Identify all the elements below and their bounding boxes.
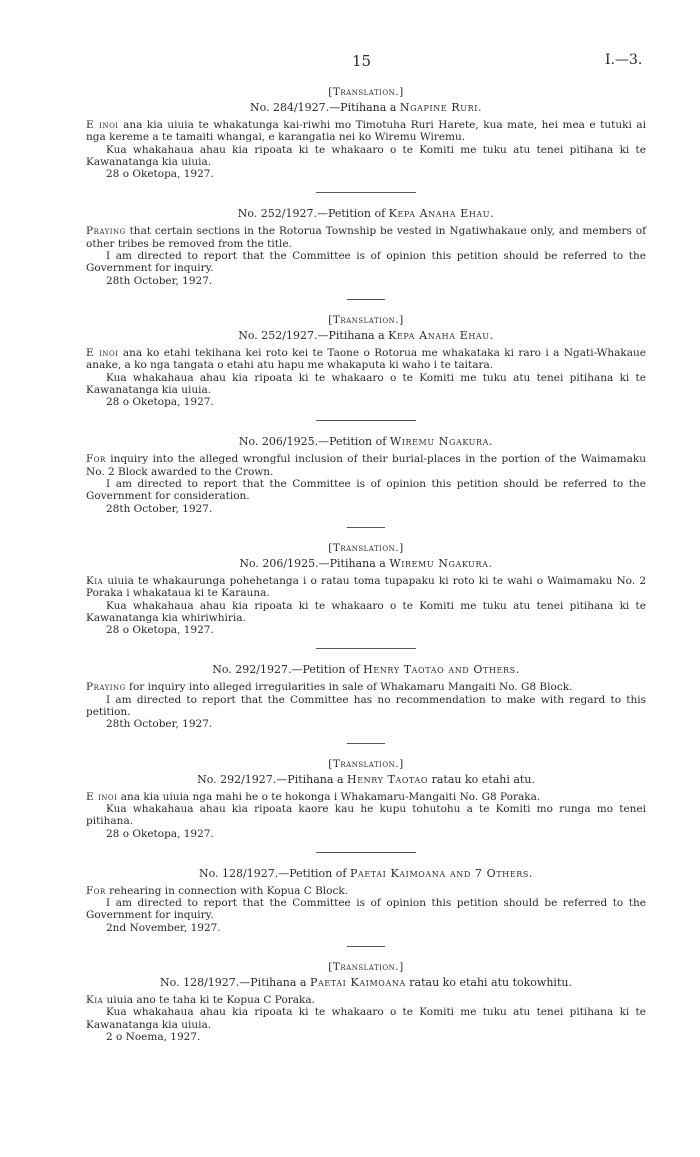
petition-entry bbox=[86, 435, 646, 514]
petition-heading: No. 128/1927.—Pitihana a Paetai Kaimoana ratau ko etahi atu tokowhitu. bbox=[160, 975, 572, 989]
petition-entry bbox=[86, 867, 646, 934]
section-divider bbox=[347, 299, 385, 300]
translation-label: [Translation.] bbox=[328, 541, 404, 554]
petitions-body bbox=[86, 86, 646, 1043]
committee-report: Kua whakahaua ahau kia ripoata ki te whakaaro o te Komiti me tuku atu tenei pitihana ki te Kawanatanga kia uiuia. bbox=[86, 143, 646, 168]
petition-heading: No. 252/1927.—Pitihana a Kepa Anaha Ehau. bbox=[238, 328, 494, 342]
page-number: 15 bbox=[352, 52, 372, 70]
petitioner-name: Kepa Anaha Ehau. bbox=[388, 207, 495, 221]
report-date: 2 o Noema, 1927. bbox=[106, 1030, 201, 1043]
translation-label: [Translation.] bbox=[328, 86, 404, 98]
petition-prayer: Praying for inquiry into alleged irregularities in sale of Whakamaru Mangaiti No. G8 Block. bbox=[86, 681, 573, 694]
petition-entry bbox=[86, 542, 646, 636]
translation-label: [Translation.] bbox=[328, 313, 404, 326]
petition-entry bbox=[86, 961, 646, 1043]
petition-heading: No. 284/1927.—Pitihana a Ngapine Ruri. bbox=[249, 101, 483, 114]
section-divider bbox=[347, 743, 385, 744]
petition-heading: No. 206/1925.—Pitihana a Wiremu Ngakura. bbox=[239, 556, 493, 570]
petitioner-name: Henry Taotao and Others. bbox=[363, 663, 520, 677]
petition-entry bbox=[86, 758, 646, 840]
petitioner-name: Ngapine Ruri. bbox=[399, 101, 483, 114]
report-date: 28th October, 1927. bbox=[106, 274, 213, 287]
committee-report: Kua whakahaua ahau kia ripoata ki te whakaaro o te Komiti me tuku atu tenei pitihana ki te Kawanatanga kia whiriwhiria. bbox=[86, 599, 646, 624]
report-date: 2nd November, 1927. bbox=[106, 921, 221, 934]
section-divider bbox=[316, 852, 416, 853]
petitioner-name: Wiremu Ngakura. bbox=[389, 435, 494, 449]
petition-entry bbox=[86, 663, 646, 730]
committee-report: Kua whakahaua ahau kia ripoata ki te whakaaro o te Komiti me tuku atu tenei pitihana ki te Kawanatanga kia uiuia. bbox=[86, 371, 646, 396]
committee-report: I am directed to report that the Committee has no recommendation to make with regard to this petition. bbox=[86, 693, 646, 719]
petition-heading: No. 128/1927.—Petition of Paetai Kaimoana and 7 Others. bbox=[199, 866, 533, 880]
petitioner-name: Kepa Anaha Ehau. bbox=[388, 328, 494, 342]
petitioner-name: Paetai Kaimoana and 7 Others. bbox=[349, 866, 533, 880]
petition-prayer: E inoi ana kia uiuia te whakatunga kai-riwhi mo Timotuha Ruri Harete, kua mate, hei mea e tutuki ai nga kereme a te tamaiti whangai, e karangatia nei ko Wiremu Wiremu. bbox=[86, 119, 646, 144]
report-date: 28th October, 1927. bbox=[106, 718, 213, 731]
report-date: 28 o Oketopa, 1927. bbox=[106, 168, 214, 181]
committee-report: Kua whakahaua ahau kia ripoata ki te whakaaro o te Komiti me tuku atu tenei pitihana ki te Kawanatanga kia uiuia. bbox=[86, 1006, 646, 1031]
section-divider bbox=[347, 527, 385, 528]
section-divider bbox=[316, 192, 416, 193]
petition-heading: No. 292/1927.—Petition of Henry Taotao and Others. bbox=[212, 663, 520, 677]
petition-entry bbox=[86, 314, 646, 408]
section-divider bbox=[347, 946, 385, 947]
petition-prayer: Praying that certain sections in the Rotorua Township be vested in Ngatiwhakaue only, and members of other tribes be removed from the title. bbox=[86, 225, 646, 250]
report-date: 28 o Oketopa, 1927. bbox=[106, 396, 214, 409]
petitioner-name: Henry Taotao bbox=[347, 772, 429, 786]
petition-entry bbox=[86, 86, 646, 180]
petition-prayer: E inoi ana kia uiuia nga mahi he o te hokonga i Whakamaru-Mangaiti No. G8 Poraka. bbox=[86, 790, 541, 803]
petition-heading: No. 292/1927.—Pitihana a Henry Taotao ratau ko etahi atu. bbox=[197, 772, 535, 786]
page-header bbox=[0, 52, 700, 72]
petition-prayer: For inquiry into the alleged wrongful inclusion of their burial-places in the portion of the Waimamaku No. 2 Block awarded to the Crown. bbox=[86, 453, 646, 478]
petitioner-name: Wiremu Ngakura. bbox=[389, 556, 493, 570]
report-date: 28th October, 1927. bbox=[106, 502, 213, 515]
petition-prayer: Kia uiuia te whakaurunga pohehetanga i o ratau toma tupapaku ki roto ki te wahi o Waimamaku No. 2 Poraka i whakataua ki te Karauna. bbox=[86, 574, 646, 600]
petition-prayer: For rehearing in connection with Kopua C Block. bbox=[86, 884, 349, 897]
report-date: 28 o Oketopa, 1927. bbox=[106, 827, 214, 840]
petition-prayer: E inoi ana ko etahi tekihana kei roto kei te Taone o Rotorua me whakataka ki raro i a Ngati-Whakaue anake, a ko nga tangata o etahi atu hapu me whakaputa ki waho i te taitara. bbox=[86, 346, 646, 372]
section-divider bbox=[316, 420, 416, 421]
committee-report: I am directed to report that the Committee is of opinion this petition should be referred to the Government for consideration. bbox=[86, 478, 646, 503]
petitioner-name: Paetai Kaimoana bbox=[309, 975, 406, 989]
translation-label: [Translation.] bbox=[328, 757, 404, 770]
committee-report: I am directed to report that the Committee is of opinion this petition should be referred to the Government for inquiry. bbox=[86, 897, 646, 922]
section-divider bbox=[316, 648, 416, 649]
petition-heading: No. 252/1927.—Petition of Kepa Anaha Ehau. bbox=[237, 207, 495, 221]
petition-entry bbox=[86, 207, 646, 286]
report-date: 28 o Oketopa, 1927. bbox=[106, 624, 214, 637]
petition-prayer: Kia uiuia ano te taha ki te Kopua C Poraka. bbox=[86, 993, 316, 1006]
committee-report: Kua whakahaua ahau kia ripoata kaore kau he kupu tohutohu a te Komiti mo runga mo tenei pitihana. bbox=[86, 802, 646, 828]
petition-heading: No. 206/1925.—Petition of Wiremu Ngakura. bbox=[238, 435, 494, 449]
committee-report: I am directed to report that the Committee is of opinion this petition should be referred to the Government for inquiry. bbox=[86, 250, 646, 275]
document-reference: I.—3. bbox=[605, 52, 643, 68]
translation-label: [Translation.] bbox=[328, 960, 404, 973]
